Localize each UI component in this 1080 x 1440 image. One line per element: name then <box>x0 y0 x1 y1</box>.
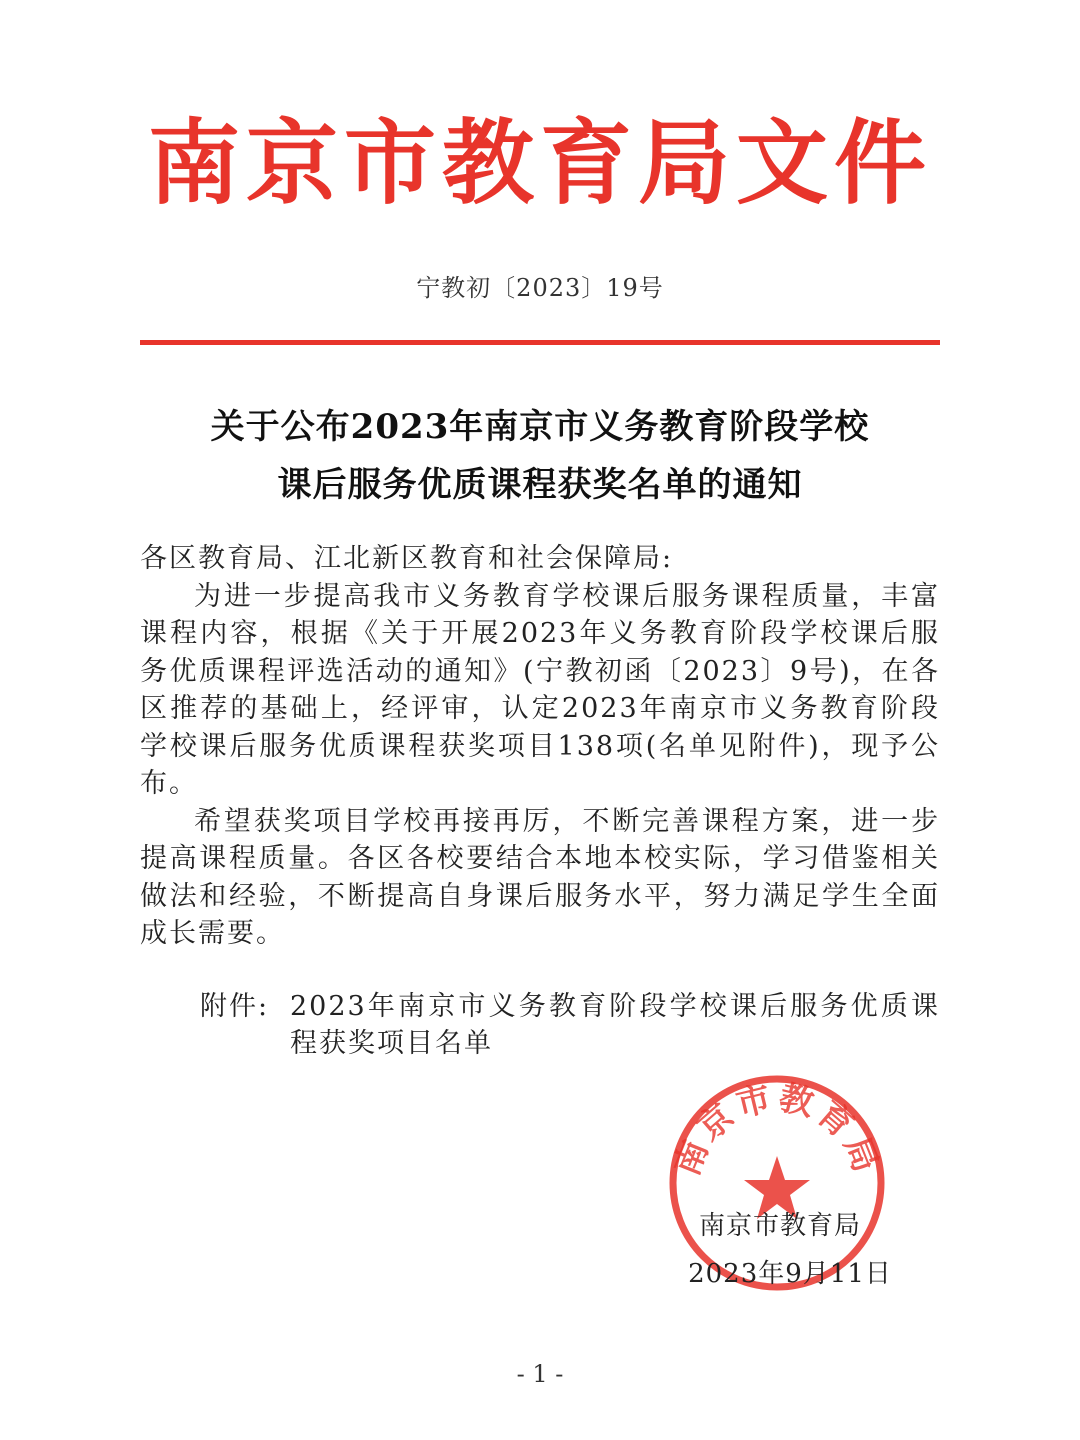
salutation: 各区教育局、江北新区教育和社会保障局: <box>140 543 674 574</box>
notice-title <box>140 398 940 514</box>
red-divider-line <box>140 340 940 345</box>
seal-text: 南京市教育局 <box>666 1077 888 1182</box>
notice-title-line-2: 课后服务优质课程获奖名单的通知 <box>277 465 803 505</box>
attachment-label: 附件: <box>200 991 270 1022</box>
issuer-name: 南京市教育局 <box>698 1211 861 1241</box>
notice-title-line-1: 关于公布2023年南京市义务教育阶段学校 <box>210 407 870 447</box>
attachment-title: 2023年南京市义务教育阶段学校课后服务优质课程获奖项目名单 <box>290 991 940 1059</box>
document-masthead: 南京市教育局文件 <box>147 109 932 217</box>
notice-body <box>140 540 940 953</box>
issue-date: 2023年9月11日 <box>688 1259 892 1289</box>
page-number: - 1 - <box>516 1360 564 1388</box>
document-number: 宁教初〔2023〕19号 <box>416 274 664 302</box>
body-paragraph-2: 希望获奖项目学校再接再厉，不断完善课程方案，进一步提高课程质量。各区各校要结合本地本校实际，学习借鉴相关做法和经验，不断提高自身课后服务水平，努力满足学生全面成长需要。 <box>140 805 940 949</box>
body-paragraph-1: 为进一步提高我市义务教育学校课后服务课程质量，丰富课程内容，根据《关于开展2023年义务教育阶段学校课后服务优质课程评选活动的通知》(宁教初函〔2023〕9号)，在各区推荐的基础上，经评审，认定2023年南京市义务教育阶段学校课后服务优质课程获奖项目138项(名单见附件)，现予公布。 <box>140 580 940 799</box>
